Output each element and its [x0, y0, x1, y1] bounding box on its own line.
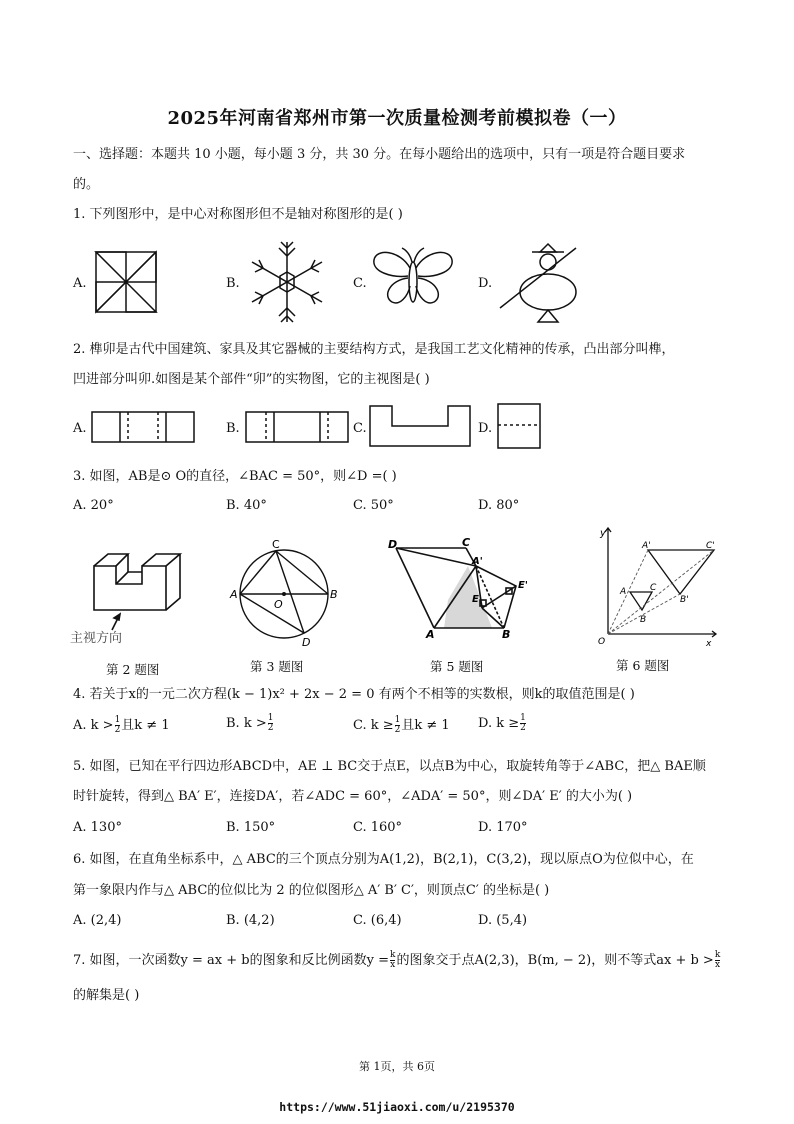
q6-coordinate-figure	[594, 522, 724, 650]
q2-stem-line1: 2. 榫卯是古代中国建筑、家具及其它器械的主要结构方式，是我国工艺文化精神的传承，凸出部分叫榫，	[73, 342, 675, 357]
fig6-label-c-prime: C'	[706, 541, 715, 551]
q4-option-c: C. k ≥ $\frac{1}{2}$ 且k ≠ 1	[353, 715, 450, 735]
q2-option-b-figure	[244, 410, 350, 444]
viewing-direction-label: 主视方向	[70, 631, 123, 646]
fig3-label-c: C	[272, 538, 280, 551]
fig3-label-d: D	[302, 636, 311, 649]
fig3-label-b: B	[330, 588, 338, 601]
q1-option-d-label: D.	[478, 276, 493, 291]
fig5-label-b: B	[502, 628, 511, 641]
fig5-label-c: C	[462, 536, 471, 549]
q1-stem: 1. 下列图形中，是中心对称图形但不是轴对称图形的是( )	[73, 207, 403, 222]
q2-option-c-label: C.	[353, 421, 367, 436]
q1-option-a-label: A.	[73, 276, 87, 291]
q3-stem: 3. 如图，AB是⊙ O的直径，∠BAC = 50°，则∠D =( )	[73, 469, 397, 484]
fig5-label-e-prime: E'	[518, 580, 528, 591]
figure-caption-5: 第 5 题图	[430, 659, 484, 674]
q4-option-a: A. k > $\frac{1}{2}$ 且k ≠ 1	[73, 715, 170, 735]
q6-stem-line1: 6. 如图，在直角坐标系中，△ ABC的三个顶点分别为A(1,2)，B(2,1)，C(3,2)，现以原点O为位似中心，在	[73, 852, 694, 867]
section-instructions-line1: 一、选择题：本题共 10 小题，每小题 3 分，共 30 分。在每小题给出的选项中，只有一项是符合题目要求	[73, 147, 686, 162]
q2-option-a-label: A.	[73, 421, 87, 436]
q5-option-c: C. 160°	[353, 820, 403, 835]
q2-option-d-label: D.	[478, 421, 493, 436]
fig6-label-a-prime: A'	[642, 541, 651, 551]
fig6-label-b-prime: B'	[680, 595, 689, 605]
fig6-label-x: x	[706, 639, 712, 649]
page-title: 2025年河南省郑州市第一次质量检测考前模拟卷（一）	[167, 108, 627, 129]
q2-option-d-figure	[496, 402, 542, 450]
q6-option-a: A. (2,4)	[73, 913, 122, 928]
snowflake-figure	[245, 238, 329, 326]
butterfly-figure	[370, 246, 456, 316]
q1-option-c-label: C.	[353, 276, 367, 291]
q4-option-d: D. k ≥ $\frac{1}{2}$	[478, 713, 526, 733]
fig3-label-o: O	[274, 598, 283, 611]
fig6-label-o: O	[598, 637, 606, 647]
q5-parallelogram-figure	[382, 536, 542, 644]
q7-stem-line2: 的解集是( )	[73, 988, 140, 1003]
q5-stem-line1: 5. 如图，已知在平行四边形ABCD中，AE ⊥ BC交于点E，以点B为中心，取旋转角等于∠ABC，把△ BAE顺	[73, 759, 706, 774]
page-footer: 第 1页，共 6页	[359, 1060, 435, 1073]
fig6-label-b: B	[640, 615, 647, 625]
q5-stem-line2: 时针旋转，得到△ BA′ E′，连接DA′，若∠ADC = 60°，∠ADA′ = 50°，则∠DA′ E′ 的大小为( )	[73, 789, 633, 804]
q5-option-b: B. 150°	[226, 820, 276, 835]
q3-option-d: D. 80°	[478, 498, 520, 513]
q4-option-b: B. k > $\frac{1}{2}$	[226, 713, 274, 733]
fig6-label-y: y	[600, 528, 606, 539]
q6-stem-line2: 第一象限内作与△ ABC的位似比为 2 的位似图形△ A′ B′ C′，则顶点C′ 的坐标是( )	[73, 883, 550, 898]
pinwheel-figure	[92, 248, 160, 316]
q3-option-c: C. 50°	[353, 498, 394, 513]
q3-option-b: B. 40°	[226, 498, 267, 513]
q2-option-c-figure	[368, 404, 474, 448]
fig5-label-a-prime: A'	[472, 556, 483, 567]
section-instructions-line2: 的。	[73, 177, 100, 192]
q5-option-d: D. 170°	[478, 820, 528, 835]
q2-option-a-figure	[90, 410, 196, 444]
q3-option-a: A. 20°	[73, 498, 114, 513]
q6-option-c: C. (6,4)	[353, 913, 402, 928]
source-url-link[interactable]: https://www.51jiaoxi.com/u/2195370	[279, 1100, 515, 1114]
q7-stem-line1: 7. 如图，一次函数y = ax + b的图象和反比例函数y = $\frac{k}{x}$ 的图象交于点A(2,3)，B(m, − 2)，则不等式ax + b > $\frac{k}{x}$	[73, 950, 721, 970]
fig6-label-c: C	[650, 583, 657, 593]
fig5-label-e: E	[472, 594, 479, 605]
figure-caption-2: 第 2 题图	[106, 662, 160, 677]
q4-stem: 4. 若关于x的一元二次方程(k − 1)x² + 2x − 2 = 0 有两个不相等的实数根，则k的取值范围是( )	[73, 687, 635, 702]
q3-circle-figure	[228, 538, 340, 650]
fig3-label-a: A	[230, 588, 238, 601]
figure-caption-6: 第 6 题图	[616, 658, 670, 673]
lantern-bird-figure	[496, 240, 586, 326]
q2-option-b-label: B.	[226, 421, 240, 436]
q6-option-d: D. (5,4)	[478, 913, 528, 928]
fig6-label-a: A	[620, 587, 627, 597]
q1-option-b-label: B.	[226, 276, 240, 291]
q2-stem-line2: 凹进部分叫卯.如图是某个部件“卯”的实物图，它的主视图是( )	[73, 372, 430, 387]
q5-option-a: A. 130°	[73, 820, 122, 835]
fig5-label-d: D	[388, 538, 398, 551]
fig5-label-a: A	[426, 628, 435, 641]
figure-caption-3: 第 3 题图	[250, 659, 304, 674]
q6-option-b: B. (4,2)	[226, 913, 275, 928]
